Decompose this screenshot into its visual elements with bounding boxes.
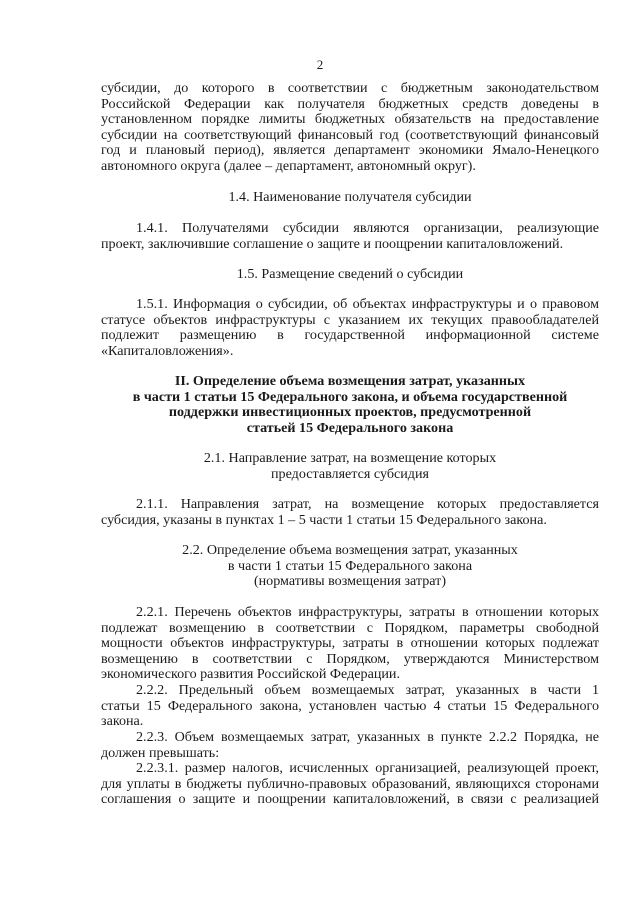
text-line: экономического развития Российской Федерации.: [101, 666, 400, 683]
text-line: 2.1.1. Направления затрат, на возмещение которых предоставляется: [136, 496, 599, 512]
text-line: возмещению в соответствии с Порядком, утверждаются Министерством: [101, 650, 599, 667]
text-line: «Капиталовложения».: [101, 342, 234, 359]
heading-line: в части 1 статьи 15 Федерального закона: [227, 557, 473, 574]
text-line: 2.2.3.1. размер налогов, исчисленных организацией, реализующей проект,: [136, 760, 599, 776]
title-line: II. Определение объема возмещения затрат, указанных: [174, 373, 526, 389]
text-line: проект, заключившие соглашение о защите и поощрении капиталовложений.: [101, 235, 564, 252]
paragraph-2-2-2: [101, 683, 599, 730]
section-1-4-heading: 1.4. Наименование получателя субсидии: [228, 189, 472, 205]
text-line: соглашения о защите и поощрении капиталовложений, в связи с реализацией: [101, 791, 599, 808]
text-line: должен превышать:: [101, 744, 220, 761]
text-line: 1.4.1. Получателями субсидии являются организации, реализующие: [136, 220, 599, 236]
paragraph-2-2-3-1: [101, 761, 599, 808]
text-line: для уплаты в бюджеты публично-правовых образований, являющихся сторонами: [101, 775, 599, 792]
text-line: подлежат возмещению в соответствии с Порядком, параметры свободной: [101, 619, 599, 636]
paragraph-2-2-3: [101, 730, 599, 761]
text-line: статусе объектов инфраструктуры с указанием их текущих правообладателей: [101, 311, 599, 328]
paragraph-2-1-1: [101, 497, 599, 528]
text-line: субсидии, до которого в соответствии с бюджетным законодательством: [101, 80, 599, 96]
intro-paragraph: [101, 81, 599, 175]
text-line: субсидии на соответствующий финансовый год (соответствующий финансовый: [101, 126, 599, 143]
text-line: установленном порядке лимиты бюджетных обязательств на предоставление: [101, 111, 599, 128]
page-number: 2: [316, 57, 324, 72]
chapter-2-title: [101, 374, 599, 436]
paragraph-1-4-1: [101, 221, 599, 252]
text-line: 2.2.2. Предельный объем возмещаемых затрат, указанных в части 1: [136, 682, 599, 698]
heading-line: 2.2. Определение объема возмещения затрат, указанных: [182, 542, 518, 558]
text-line: 1.5.1. Информация о субсидии, об объектах инфраструктуры и о правовом: [136, 296, 599, 312]
title-line: в части 1 статьи 15 Федерального закона, и объема государственной: [132, 388, 568, 405]
text-line: Российской Федерации как получателя бюджетных средств доведены в: [101, 95, 599, 112]
section-2-2-heading: [101, 543, 599, 590]
heading-line: предоставляется субсидия: [271, 465, 429, 482]
title-line: поддержки инвестиционных проектов, предусмотренной: [168, 404, 532, 421]
paragraph-2-2-1: [101, 605, 599, 683]
text-line: мощности объектов инфраструктуры, затраты в отношении которых подлежат: [101, 635, 599, 652]
paragraph-1-5-1: [101, 297, 599, 359]
text-line: закона.: [101, 713, 144, 730]
text-line: статьи 15 Федерального закона, установлен частью 4 статьи 15 Федерального: [101, 697, 599, 714]
text-line: год и плановый период), является департамент экономики Ямало-Ненецкого: [101, 142, 599, 159]
text-line: автономного округа (далее – департамент, автономный округ).: [101, 157, 476, 174]
text-line: субсидия, указаны в пунктах 1 – 5 части 1 статьи 15 Федерального закона.: [101, 511, 547, 528]
title-line: статьей 15 Федерального закона: [246, 419, 454, 436]
heading-line: 2.1. Направление затрат, на возмещение которых: [203, 450, 497, 466]
text-line: 2.2.3. Объем возмещаемых затрат, указанных в пункте 2.2.2 Порядка, не: [136, 729, 599, 745]
section-2-1-heading: [101, 451, 599, 482]
text-line: 2.2.1. Перечень объектов инфраструктуры, затраты в отношении которых: [136, 604, 599, 620]
section-1-5-heading: 1.5. Размещение сведений о субсидии: [236, 266, 464, 282]
heading-line: (нормативы возмещения затрат): [253, 573, 447, 590]
text-line: подлежит размещению в государственной информационной системе: [101, 327, 599, 344]
